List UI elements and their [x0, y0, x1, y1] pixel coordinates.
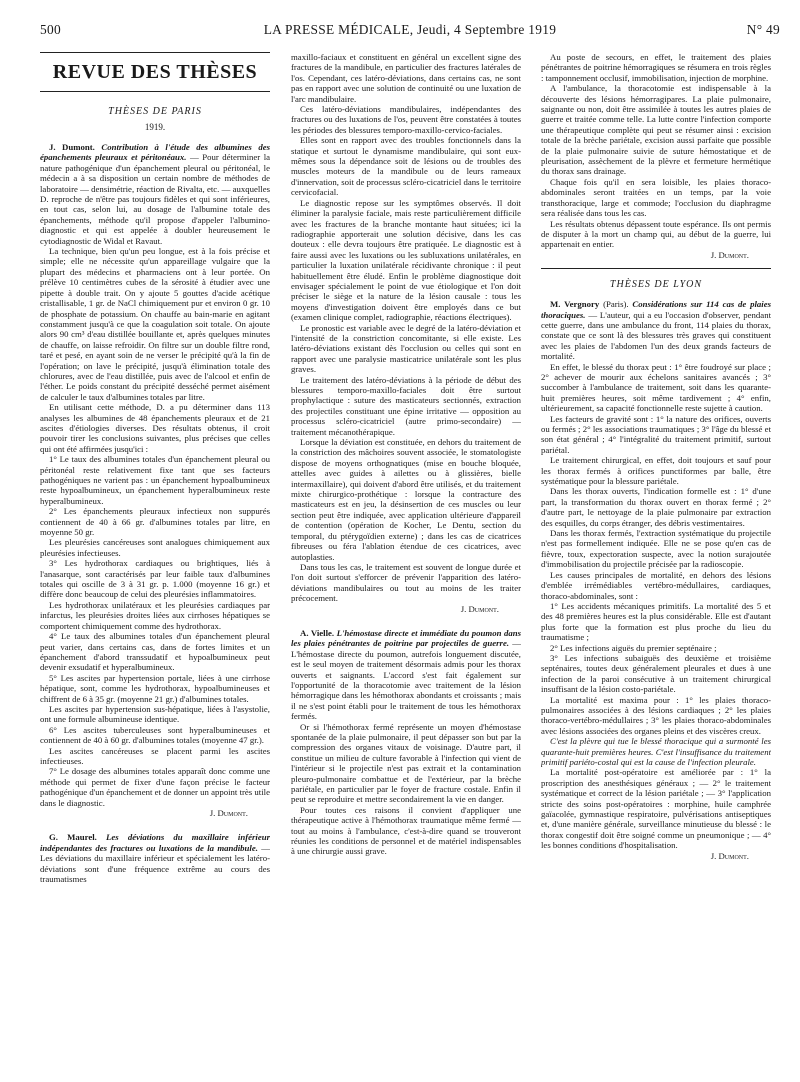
article-dumont	[40, 142, 270, 246]
paragraph: Au poste de secours, en effet, le traitement des plaies pénétrantes de poitrine hémorragiques se résumera en trois règles : tamponnement occlusif, immobilisation, injection de morphine.	[541, 52, 771, 83]
article-title: Les déviations du maxillaire inférieur indépendantes des fractures ou luxations de la mandibule.	[40, 832, 270, 853]
lyon-rule	[541, 268, 771, 269]
article-maurel	[40, 832, 270, 884]
paragraph: 2° Les épanchements pleuraux infectieux non suppurés contiennent de 40 à 66 gr. d'albumines totales par litre, en moyenne 50 gr.	[40, 506, 270, 538]
article-author: G. Maurel.	[49, 832, 97, 843]
paragraph: Chaque fois qu'il en sera loisible, les plaies thoraco-abdominales seront traitées en un temps, par la voie transthoracique, large et commode; l'occlusion du diaphragme sera réalisée dans tous les cas.	[541, 176, 771, 219]
article-place: (Paris).	[603, 299, 629, 310]
paragraph: maxillo-faciaux et constituent en général un excellent signe des fractures de la mandibule, en particulier des fractures latérales de l'os. Cependant, ces latéro-déviations, dans certains cas, ne sont pas en rapport avec une solution de continuité ou une luxation de l'arc mandibulaire.	[291, 52, 521, 104]
article-intro: — Les déviations du maxillaire inférieur et spécialement les latéro-déviations sont d'une fréquence extrême au cours des traumatismes	[40, 842, 270, 885]
section-rule-top	[40, 52, 270, 53]
paragraph: Le diagnostic repose sur les symptômes observés. Il doit éliminer la paralysie faciale, mais reste particulièrement difficile avec les fractures de la branche montante haut situées; ici la radiographie apporterait une solution décisive, dans les cas douteux : elle devra toujours être pratiquée. Le diagnostic est à faire aussi avec les luxations ou les subluxations unilatérales, en particulier la luxation unilatérale récidivante chronique : il peut habituellement être éludé. Enfin le problème diagnostique doit envisager spécialement le point de vue étiologique et l'on doit préciser le siège et la nature de la lésion causale : tous les moyens d'investigation doivent être employés dans ce but (examen clinique complet, radiographie, réactions électriques).	[291, 197, 521, 323]
paragraph: La technique, bien qu'un peu longue, est à la fois précise et simple; elle ne nécessite qu'un appareillage vulgaire que la plupart des médecins et pharmaciens ont à leur portée. On prélève 10 centimètres cubes de la sérosité à étudier avec une pipette à double trait. On y ajoute 5 gouttes d'acide acétique cristallisable, 1 gr. de NaCl chimiquement pur et environ 0 gr. 10 de phosphate de potassium. On chauffe au bain-marie en agitant constamment jusqu'à ce que la coagulation soit totale. On ajoute alors 90 cm³ d'eau distillée bouillante et, après quelques minutes de chauffe, on laisse refroidir. On filtre sur un double filtre rond, taré et pesé, en ayant soin de ne verser le précipité qu'à la fin de l'opération; on lave le précipité, jusqu'à élimination totale des chlorures, avec de l'eau distillée, puis avec de l'alcool et enfin de l'éther. Le poids constant du précipité desséché permet aisément de calculer le taux d'albumines totales par litre.	[40, 246, 270, 402]
page-number: 500	[40, 22, 61, 37]
column-2	[291, 52, 521, 1074]
paragraph: 3° Les infections subaiguës des deuxième et troisième septénaires, toutes deux généralement pleurales et dues à une infection de la paroi consécutive à un traitement chirurgical insuffisant de la lésion costo-pariétale.	[541, 652, 771, 695]
article-author: J. Dumont.	[49, 142, 95, 152]
paragraph: Le traitement des latéro-déviations à la période de début des blessures temporo-maxillo-faciales doit être surtout prophylactique : suture des masticateurs sectionnés, extraction des projectiles constituant une épine irritative — opposition au processus scléro-cicatriciel (autre primo-secondaire) — traitement mécanothérapique.	[291, 374, 521, 437]
paragraph: Les causes principales de mortalité, en dehors des lésions d'emblée irrémédiables vertébro-médullaires, cardiaques, thoraco-abdominales, sont :	[541, 569, 771, 601]
paragraph: Les pleurésies cancéreuses sont analogues chimiquement aux pleurésies infectieuses.	[40, 537, 270, 558]
signature: J. Dumont.	[710, 850, 749, 861]
paragraph: Pour toutes ces raisons il convient d'appliquer une thérapeutique active à l'hémothorax traumatique même fermé — tout au moins à l'ambulance, c'est-à-dire quand se trouveront réunies les conditions de personnel et de matériel indispensables à une chirurgie aussi grave.	[291, 804, 521, 857]
issue-number: N° 49	[746, 22, 780, 37]
paragraph: 1° Le taux des albumines totales d'un épanchement pleural ou péritonéal reste relativement fixe tant que ses facteurs pathogéniques ne varient pas : un épanchement hypoalbumineux reste hypoalbumineux, un épanchement hyperalbumineux reste hyperalbumineux.	[40, 454, 270, 506]
paragraph: En utilisant cette méthode, D. a pu déterminer dans 113 analyses les albumines de 48 épanchements pleuraux et de 21 ascites d'étiologies diverses. Des résultats obtenus, il croit pouvoir tirer les conclusions suivantes, plus précises que celles qui ont été affirmées jusqu'ici :	[40, 402, 270, 454]
journal-title: LA PRESSE MÉDICALE, Jeudi, 4 Septembre 1919	[263, 22, 557, 37]
article-intro: — L'auteur, qui a eu l'occasion d'observer, pendant cette guerre, dans une ambulance du front, 114 plaies du thorax, constate que ce sont là des blessures très graves qui constituent avec les plaies de l'abdomen l'un des deux grands facteurs de mortalité.	[541, 309, 771, 362]
section-rule-bottom	[40, 91, 270, 92]
paragraph: Les ascites cancéreuses se placent parmi les ascites infectieuses.	[40, 745, 270, 766]
paragraph: Dans les thorax fermés, l'extraction systématique du projectile n'est pas formellement indiquée. Elle ne se pose qu'en cas de fièvre, toux, expectoration suspecte, avec la notion surajoutée d'immobilisation du projectile précisée par la radioscopie.	[541, 528, 771, 570]
section-title: REVUE DES THÈSES	[52, 61, 258, 83]
paragraph: Le pronostic est variable avec le degré de la latéro-déviation et l'intensité de la constriction concomitante, si elle existe. Les latéro-déviations existant dès l'occlusion ou celles qui sont en rapport avec une paralysie masticatrice unilatérale sont les plus graves.	[291, 322, 521, 375]
article-intro: — Pour déterminer la nature pathogénique d'un épanchement pleural ou péritonéal, le médecin a à sa disposition un certain nombre de méthodes de laboratoire — densimétrie, réaction de Rivalta, etc. — auxquelles D. reproche de n'être pas toujours fidèles et qui sont inférieures, en tout cas, selon lui, au dosage de l'albumine totale des épanchements, méthode qu'il propose d'appeler l'albumino-diagnostic et qui est appelée à doubler heureusement le cytodiagnostic de Widal et Ravaut.	[40, 152, 270, 246]
paragraph: 5° Les ascites par hypertension portale, liées à une cirrhose hépatique, sont, comme les hydrothorax, hypoalbumineuses et chiffrent de 6 à 35 gr. (moyenne 21 gr.) d'albumines totales.	[40, 672, 270, 704]
signature: J. Dumont.	[710, 249, 749, 260]
article-title: Contribution à l'étude des albumines des épanchements pleuraux et péritonéaux.	[40, 142, 270, 163]
lyon-heading: THÈSES DE LYON	[609, 279, 703, 291]
paragraph: Le traitement chirurgical, en effet, doit toujours et sauf pour les thorax fermés à orifices punctiformes par balle, être systématique pour la blessure pariétale.	[541, 455, 771, 487]
spacer	[291, 614, 521, 628]
paragraph: 6° Les ascites tuberculeuses sont hyperalbumineuses et contiennent de 40 à 60 gr. d'albumines totales (moyenne 47 gr.).	[40, 724, 270, 746]
paragraph: 7° Le dosage des albumines totales apparaît donc comme une méthode qui permet de fixer d'une façon précise le facteur pathogénique d'un épanchement et de donner un appoint très utile dans le diagnostic.	[40, 766, 270, 808]
spacer	[40, 818, 270, 832]
article-author: M. Vergnory	[550, 299, 600, 310]
article-vergnory	[541, 299, 771, 361]
paragraph: Lorsque la déviation est constituée, en dehors du traitement de la constriction des mâchoires souvent associée, le stomatologiste dispose de moyens orthognatiques (mise en bouche bloquée, attelles avec guides à ailettes ou à glissières, bielle intermaxillaire), qui doivent d'abord être utilisés, et du traitement mixte chirurgico-prothétique : lorsque la contracture des masticateurs est en jeu, la désinsertion de ces muscles ou leur section peut être indiquée, avec application ultérieure d'appareil de contention (opération de Kocher, Le Dentu, section du temporal, du ptérygoïdien externe) ; dans les cas de cicatrices fibreuses ou féra l'ablation étendue de ces cicatrices, avec autoplasties.	[291, 437, 521, 562]
spacer	[541, 260, 771, 268]
signature: J. Dumont.	[209, 808, 248, 818]
paragraph: Or si l'hémothorax fermé représente un moyen d'hémostase spontanée de la plaie pulmonaire, il peut dépasser son but par la compression des organes vitaux de voisinage. D'autre part, il constitue un milieu de culture favorable à l'infection qui vient de l'intérieur si le projectile n'est pas extrait et la contamination pleuro-pulmonaire combattue et de l'extérieur, par la brèche pariétale, en particulier par le foyer de fracture costale. Enfin il peut se reproduire et mettre secondairement la vie en danger.	[291, 721, 521, 805]
paragraph: A l'ambulance, la thoracotomie est indispensable à la découverte des lésions hémorragipares. La plaie pulmonaire, saignante ou non, doit être assimilée à toutes les autres plaies de guerre et traitée comme telle. La lutte contre l'infection comporte une thérapeutique complète qui peut se résumer ainsi : excision totale de la brèche pariétale, excision aussi parfaite que possible de la plaie pulmonaire suivie de suture hémostatique et de pleurisation, assèchement de la plèvre et fermeture hermétique du thorax sans drainage.	[541, 83, 771, 177]
paris-heading: THÈSES DE PARIS	[108, 106, 202, 117]
article-vielle	[291, 628, 521, 722]
paragraph: Les ascites par hypertension sus-hépatique, liées à l'asystolie, ont une formule albumineuse identique.	[40, 703, 270, 725]
paragraph: Elles sont en rapport avec des troubles fonctionnels dans la statique et surtout le dynamisme mandibulaire, qui sont eux-mêmes sous la dépendance soit de lésions ou de troubles des muscles moteurs de la mandibule ou de leurs rameaux d'innervation, soit de processus scléro-cicatriciel dans le territoire cervicofacial.	[291, 135, 521, 198]
article-author: A. Vielle.	[300, 627, 335, 638]
paragraph: 1° Les accidents mécaniques primitifs. La mortalité des 5 et des 48 premières heures est la plus considérable. Elle est d'autant plus forte que la formation est plus proche du lieu du traumatisme ;	[541, 600, 771, 643]
paragraph: 4° Le taux des albumines totales d'un épanchement pleural peut varier, dans certains cas, dans de fortes limites et un épanchement d'abord transsudatif et hypoalbumineux peut devenir exsudatif et hyperalbumineux.	[40, 631, 270, 673]
paragraph: Les facteurs de gravité sont : 1° la nature des orifices, ouverts ou fermés ; 2° les associations traumatiques ; 3° l'âge du blessé et son état général ; 4° l'intégralité du traitement primitif, surtout pariétal.	[541, 413, 771, 455]
paragraph: La mortalité est maxima pour : 1° les plaies thoraco-pulmonaires associées à des lésions cardiaques ; 2° les plaies thoraco-vertébro-médullaires ; 3° les plaies thoraco-abdominales avec lésions associées des organes pleins et des viscères creux.	[541, 694, 771, 736]
paragraph: C'est la plèvre qui tue le blessé thoracique qui a surmonté les quarante-huit premières heures. C'est l'insuffisance du traitement primitif pariéto-costal qui est la cause de l'infection pleurale.	[541, 736, 771, 767]
paragraph: En effet, le blessé du thorax peut : 1° être foudroyé sur place ; 2° achever de mourir aux échelons sanitaires avancés ; 3° succomber à l'ambulance de traitement, soit dans les quarante-huit premières heures, soit même tardivement ; 4° enfin, ultérieurement, sa capacité fonctionnelle reste sujette à caution.	[541, 361, 771, 414]
paragraph: 2° Les infections aiguës du premier septénaire ;	[550, 642, 717, 653]
paragraph: 3° Les hydrothorax cardiaques ou brightiques, liés à l'anasarque, sont caractérisés par leur faible taux d'albumines totales qui oscille de 3 à 31 gr. p. 1.000 (moyenne 16 gr.) et diffère donc beaucoup de celui des pleurésies inflammatoires.	[40, 558, 270, 600]
article-title: Considérations sur 114 cas de plaies thoraciques.	[541, 299, 771, 320]
paragraph: Les résultats obtenus dépassent toute espérance. Ils ont permis de disputer à la mort un champ qui, au début de la guerre, lui appartenait en entier.	[541, 218, 771, 250]
page-header	[40, 22, 780, 38]
paragraph: Ces latéro-déviations mandibulaires, indépendantes des fractures ou des luxations de l'os, peuvent être constatées à toutes les périodes des blessures temporo-maxillo-cervico-faciales.	[291, 104, 521, 135]
paragraph: La mortalité post-opératoire est améliorée par : 1° la proscription des anesthésiques généraux ; — 2° le traitement systématique et correct de la lésion pariétale ; — 3° l'application stricte des soins post-opératoires : morphine, huile camphrée gaïacolée, gymnastique respiratoire, pulvérisations antiseptiques et, d'une manière générale, surveillance minutieuse du blessé : le thorax congestif doit être soigné comme un pneumonique ; — 4° les bonnes conditions d'hospitalisation.	[541, 767, 771, 851]
column-3	[541, 52, 771, 1074]
paris-year: 1919.	[144, 122, 166, 132]
article-title: L'hémostase directe et immédiate du poumon dans les plaies pénétrantes de poitrine par projectiles de guerre.	[291, 627, 521, 649]
signature: J. Dumont.	[460, 603, 499, 614]
paragraph: Dans les thorax ouverts, l'indication formelle est : 1° d'une part, la transformation du thorax ouvert en thorax fermé ; 2° d'autre part, le nettoyage de la plaie pulmonaire par extraction des esquilles, du corps étranger, des débris vestimentaires.	[541, 486, 771, 528]
column-1	[40, 52, 270, 1074]
article-intro: — L'hémostase directe du poumon, autrefois longuement discutée, est le seul moyen de traitement désormais admis pour les thorax ouverts et saignants. L'accord s'est fait également sur l'opportunité de la thoracotomie avec traitement de la lésion hémorragique dans les hémothorax abondants et croissants ; mais il ne s'est point établi pour le traitement de tous les hémothorax fermés.	[291, 638, 521, 722]
paragraph: Les hydrothorax unilatéraux et les pleurésies cardiaques par infarctus, les pleurésies droites liées aux cirrhoses hépatiques se comportent chimiquement comme des hydrothorax.	[40, 599, 270, 631]
paragraph: Dans tous les cas, le traitement est souvent de longue durée et l'on doit surtout s'efforcer de prévenir l'apparition des latéro-déviations mandibulaires ou tout au moins de les traiter précocement.	[291, 561, 521, 604]
